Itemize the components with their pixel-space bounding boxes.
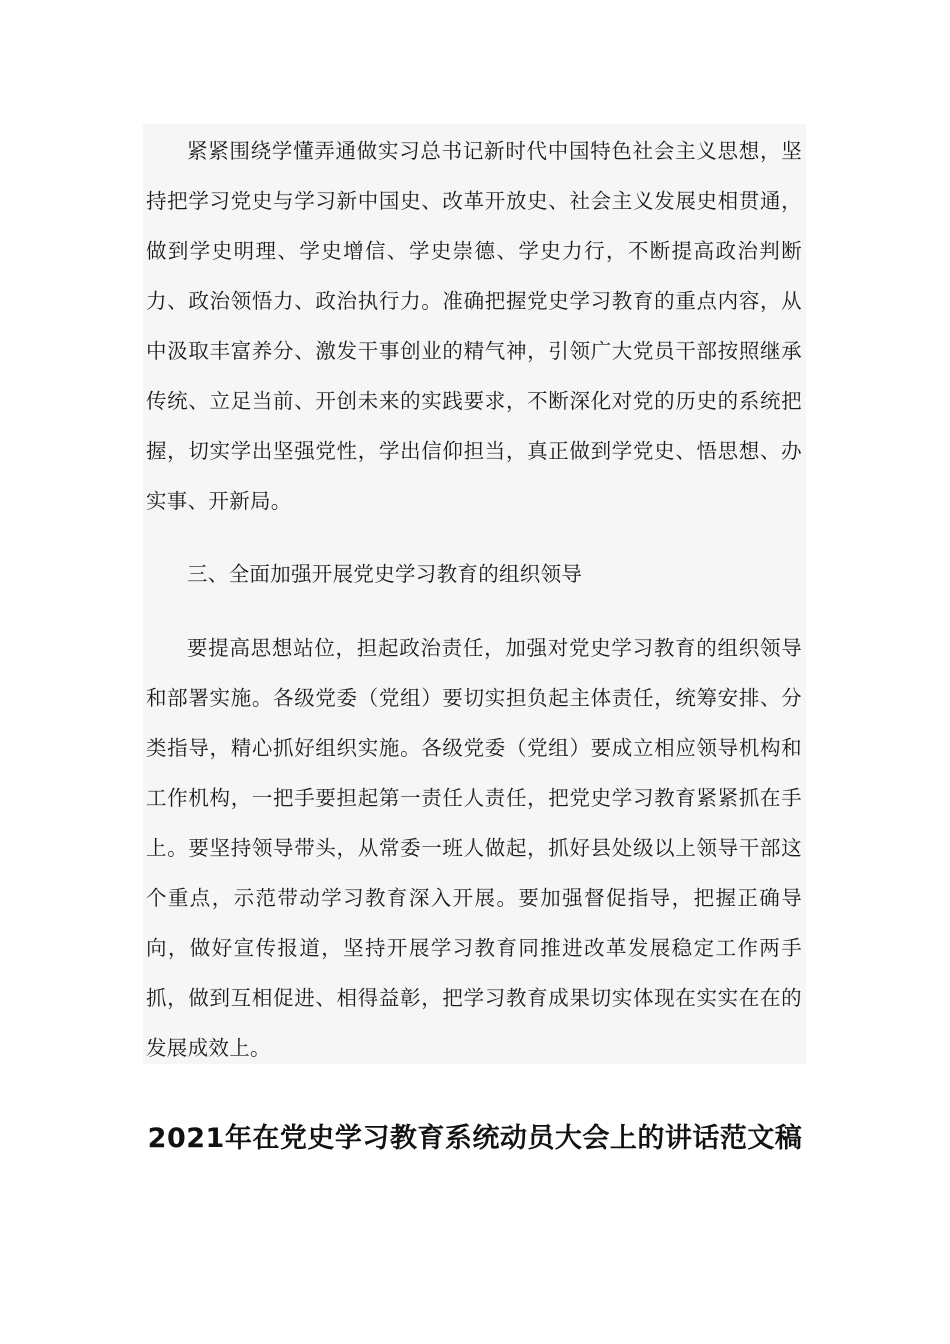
paragraph-organization-leadership: 要提高思想站位，担起政治责任，加强对党史学习教育的组织领导和部署实施。各级党委（党组）要切实担负起主体责任，统筹安排、分类指导，精心抓好组织实施。各级党委（党组）要成立相应领导机构和工作机构，一把手要担起第一责任人责任，把党史学习教育紧紧抓在手上。要坚持领导带头，从常委一班人做起，抓好县处级以上领导干部这个重点，示范带动学习教育深入开展。要加强督促指导，把握正确导向，做好宣传报道，坚持开展学习教育同推进改革发展稳定工作两手抓，做到互相促进、相得益彰，把学习教育成果切实体现在实实在在的发展成效上。 — [146, 636, 802, 1060]
body-text-column — [146, 126, 802, 1073]
document-title: 2021年在党史学习教育系统动员大会上的讲话范文稿 — [147, 1123, 803, 1154]
paragraph-study-goals: 紧紧围绕学懂弄通做实习总书记新时代中国特色社会主义思想，坚持把学习党史与学习新中国史、改革开放史、社会主义发展史相贯通，做到学史明理、学史增信、学史崇德、学史力行，不断提高政治判断力、政治领悟力、政治执行力。准确把握党史学习教育的重点内容，从中汲取丰富养分、激发干事创业的精气神，引领广大党员干部按照继承传统、立足当前、开创未来的实践要求，不断深化对党的历史的系统把握，切实学出坚强党性，学出信仰担当，真正做到学党史、悟思想、办实事、开新局。 — [146, 139, 802, 513]
section-heading-3: 三、全面加强开展党史学习教育的组织领导 — [187, 562, 583, 586]
